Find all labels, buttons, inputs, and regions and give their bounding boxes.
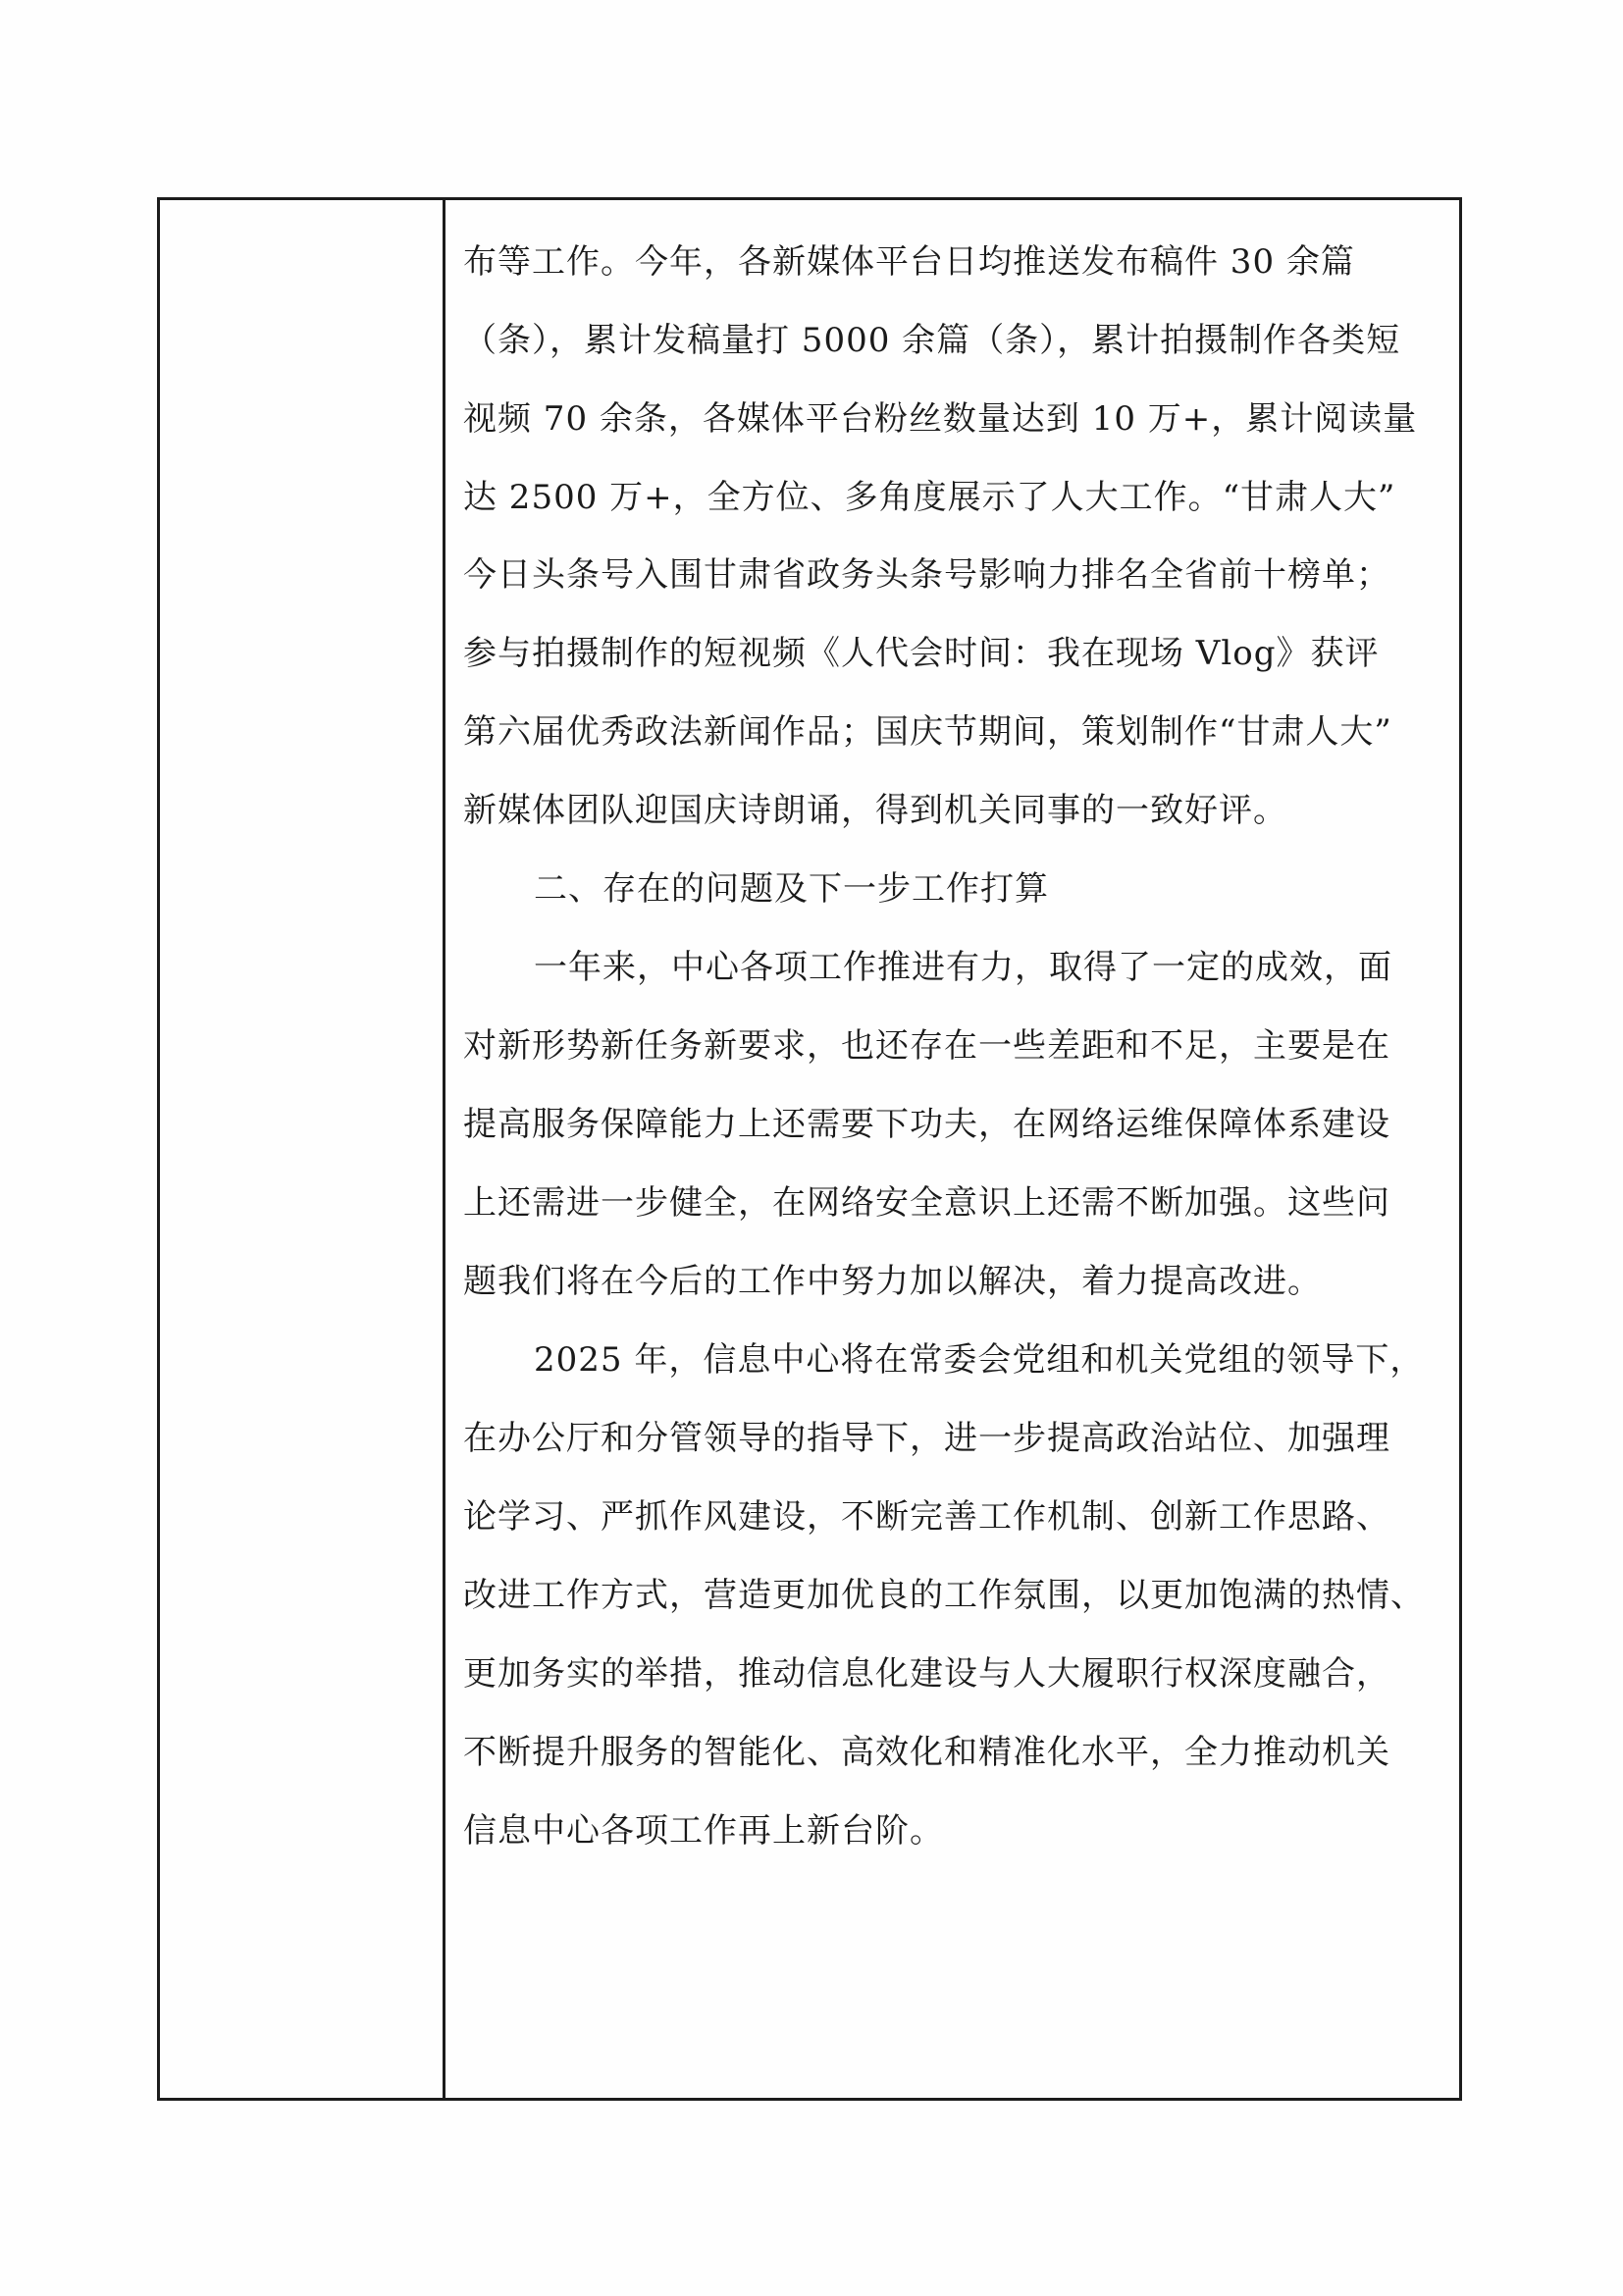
paragraph-line: 视频 70 余条，各媒体平台粉丝数量达到 10 万+，累计阅读量 [463, 399, 1418, 439]
paragraph-line: 更加务实的举措，推动信息化建设与人大履职行权深度融合， [463, 1654, 1390, 1694]
paragraph-line: 布等工作。今年，各新媒体平台日均推送发布稿件 30 余篇 [463, 242, 1355, 282]
paragraph-line: 参与拍摄制作的短视频《人代会时间：我在现场 Vlog》获评 [463, 634, 1380, 673]
form-table [157, 197, 1462, 2101]
paragraph-line: 上还需进一步健全，在网络安全意识上还需不断加强。这些问 [463, 1183, 1390, 1223]
paragraph-line: 达 2500 万+，全方位、多角度展示了人大工作。“甘肃人大” [463, 478, 1396, 517]
paragraph-line: 不断提升服务的智能化、高效化和精准化水平，全力推动机关 [463, 1733, 1390, 1772]
paragraph-line: 2025 年，信息中心将在常委会党组和机关党组的领导下， [534, 1340, 1425, 1380]
paragraph-line: 第六届优秀政法新闻作品；国庆节期间，策划制作“甘肃人大” [463, 712, 1392, 752]
paragraph-line: （条），累计发稿量打 5000 余篇（条），累计拍摄制作各类短 [463, 321, 1401, 360]
paragraph-line: 论学习、严抓作风建设，不断完善工作机制、创新工作思路、 [463, 1497, 1390, 1537]
paragraph-line: 今日头条号入围甘肃省政务头条号影响力排名全省前十榜单； [463, 555, 1390, 595]
paragraph-line: 信息中心各项工作再上新台阶。 [463, 1811, 944, 1851]
paragraph-line: 对新形势新任务新要求，也还存在一些差距和不足，主要是在 [463, 1026, 1390, 1066]
table-content-cell [445, 200, 1459, 2098]
table-label-cell [160, 200, 445, 2098]
paragraph-line: 题我们将在今后的工作中努力加以解决，着力提高改进。 [463, 1262, 1322, 1301]
paragraph-line: 一年来，中心各项工作推进有力，取得了一定的成效，面 [534, 948, 1392, 987]
paragraph-line: 在办公厅和分管领导的指导下，进一步提高政治站位、加强理 [463, 1419, 1390, 1458]
paragraph-line: 改进工作方式，营造更加优良的工作氛围，以更加饱满的热情、 [463, 1576, 1425, 1615]
section-heading: 二、存在的问题及下一步工作打算 [534, 869, 1049, 909]
paragraph-line: 提高服务保障能力上还需要下功夫，在网络运维保障体系建设 [463, 1105, 1390, 1144]
paragraph-line: 新媒体团队迎国庆诗朗诵，得到机关同事的一致好评。 [463, 791, 1287, 830]
